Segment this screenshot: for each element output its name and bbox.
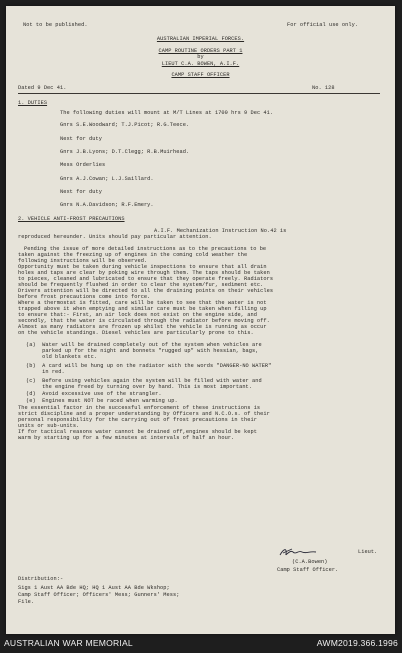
org-heading: AUSTRALIAN IMPERIAL FORCES.: [156, 36, 245, 42]
duties-heading: 1. DUTIES: [18, 100, 48, 106]
duties-intro: The following duties will mount at M/T Lines at 1700 hrs 9 Dec 41.: [60, 110, 274, 116]
distribution-heading: Distribution:-: [18, 576, 64, 582]
not-published-label: Not to be published.: [23, 22, 88, 28]
body-line: to pieces, cleaned and lubricated to ensure that they operate freely. Radiators: [18, 276, 274, 282]
header-rule: [18, 93, 380, 94]
body-line: Drivers attention will be directed to all the draining points on their vehicles: [18, 288, 274, 294]
body-line: units or sub-units.: [18, 423, 80, 429]
body-line: Opportunity must be taken during vehicle inspections to ensure that all drain: [18, 264, 267, 270]
distribution-line: Camp Staff Officer; Officers' Mess; Gunners' Mess;: [18, 592, 180, 598]
archive-reference: AWM2019.366.1996: [316, 638, 398, 648]
body-line: strict discipline and a proper understanding by Officers and N.C.O.s. of their: [18, 411, 270, 417]
duty-names-2: Gnrs J.B.Lyons; D.T.Clegg; R.B.Muirhead.: [60, 149, 190, 155]
body-line: secondly, that the water is circulated through the radiator before moving off.: [18, 318, 270, 324]
list-item: parked up for the night and bonnets "rugged up" with hessian, bags,: [26, 348, 259, 354]
official-use-label: For official use only.: [287, 22, 359, 28]
distribution-line: Sigs 1 Aust AA Bde HQ; HQ 1 Aust AA Bde Wkshop;: [18, 585, 170, 591]
author-line: LIEUT C.A. BOWEN, A.I.F.: [161, 61, 240, 67]
list-item: (a) Water will be drained completely out of the system when vehicles are: [26, 342, 262, 348]
instruction-ref-cont: reproduced hereunder. Units should pay particular attention.: [18, 234, 212, 240]
list-item: (b) A card will be hung up on the radiator with the words "DANGER-NO WATER": [26, 363, 272, 369]
body-line: The essential factor in the successful enforcement of these instructions is: [18, 405, 261, 411]
precautions-heading: 2. VEHICLE ANTI-FROST PRECAUTIONS: [18, 216, 125, 222]
list-item: (c) Before using vehicles again the system will be filled with water and: [26, 378, 262, 384]
duty-names-4: Gnrs N.A.Davidson; R.F.Emery.: [60, 202, 154, 208]
distribution-line: File.: [18, 599, 35, 605]
orders-title: CAMP ROUTINE ORDERS PART 1: [158, 48, 243, 54]
body-line: personal responsibility for the carrying out of frost precautions in their: [18, 417, 257, 423]
duty-names-3: Gnrs A.J.Cowan; L.J.Saillard.: [60, 176, 154, 182]
body-line: trapped above it when emptying and similar care must be taken when filling up: [18, 306, 267, 312]
office-line: CAMP STAFF OFFICER: [171, 72, 230, 78]
document-page: [6, 6, 395, 634]
body-line: should be frequently flushed in order to clear the system/fur, sediment etc.: [18, 282, 264, 288]
body-line: If for tactical reasons water cannot be drained off,engines should be kept: [18, 429, 257, 435]
instruction-ref: A.I.F. Mechanization Instruction No.42 is: [154, 228, 287, 234]
dated-label: Dated 9 Dec 41.: [18, 85, 67, 91]
next-for-duty-2: Next for duty: [60, 189, 102, 195]
list-item: (e) Engines must NOT be raced when warming up.: [26, 398, 178, 404]
body-line: on the vehicle standings. Diesel vehicles are particularly prone to this.: [18, 330, 254, 336]
signature-rank: Lieut.: [358, 549, 378, 555]
body-line: to ensure that:- First, an air lock does not exist on the engine side, and: [18, 312, 257, 318]
body-line: warm by starting up for a few minutes at intervals of half an hour.: [18, 435, 235, 441]
duty-names-1: Gnrs S.E.Woodward; T.J.Picot; R.G.Teece.: [60, 122, 190, 128]
body-line: following instructions will be observed.: [18, 258, 148, 264]
list-item: the engine freed by turning over by hand. This is most important.: [26, 384, 253, 390]
body-line: before frost precautions come into force.: [18, 294, 151, 300]
list-item: (d) Avoid excessive use of the strangler.: [26, 391, 162, 397]
handwritten-signature: [278, 546, 318, 558]
body-line: Where a thermostat is fitted, care will be taken to see that the water is not: [18, 300, 267, 306]
list-item: in red.: [26, 369, 65, 375]
list-item: old blankets etc.: [26, 354, 98, 360]
signature-title: Camp Staff Officer.: [277, 567, 339, 573]
mess-orderlies-label: Mess Orderlies: [60, 162, 106, 168]
archive-credit: AUSTRALIAN WAR MEMORIAL: [4, 638, 133, 648]
body-line: holes and taps are clear by poking wire through them. The taps should be taken: [18, 270, 270, 276]
body-line: Almost as many radiators are frozen up whilst the vehicle is running as occur: [18, 324, 267, 330]
order-number: No. 128: [312, 85, 335, 91]
by-label: by: [197, 54, 204, 60]
body-line: Pending the issue of more detailed instructions as to the precautions to be: [24, 246, 267, 252]
next-for-duty-1: Next for duty: [60, 136, 102, 142]
signature-name: (C.A.Bowen): [292, 559, 328, 565]
body-line: taken against the freezing up of engines in the coming cold weather the: [18, 252, 248, 258]
